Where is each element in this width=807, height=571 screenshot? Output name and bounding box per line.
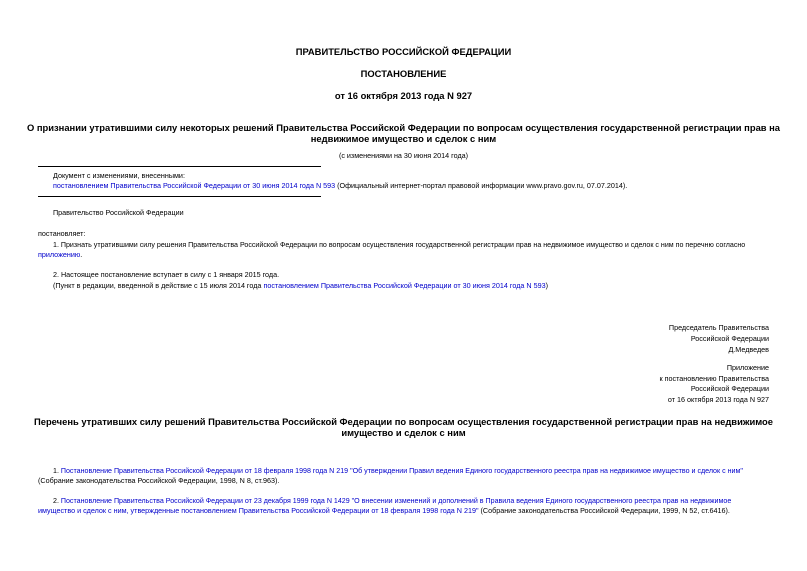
- appendix-line4: от 16 октября 2013 года N 927: [667, 395, 769, 404]
- appendix-link[interactable]: приложению: [38, 250, 81, 259]
- note-suffix: ): [545, 281, 548, 290]
- note-link[interactable]: постановлением Правительства Российской Федерации от 30 июня 2014 года N 593: [263, 281, 546, 290]
- decides: постановляет:: [38, 229, 86, 238]
- paragraph-2: 2. Настоящее постановление вступает в силу с 1 января 2015 года.: [53, 270, 280, 279]
- list-item-2-line2: [38, 506, 730, 516]
- changes-intro: Документ с изменениями, внесенными:: [53, 171, 185, 180]
- document-title-line2: недвижимое имущество и сделок с ним: [310, 133, 497, 144]
- list-item-1-number: 1.: [53, 467, 61, 475]
- signature-name: Д.Медведев: [728, 345, 769, 354]
- list-title-line2: имущество и сделок с ним: [341, 427, 466, 438]
- list-item-2-number: 2.: [53, 497, 61, 505]
- appendix-line2: к постановлению Правительства: [659, 374, 769, 383]
- note-prefix: (Пункт в редакции, введенной в действие с 15 июля 2014 года: [53, 281, 264, 290]
- list-item-2-link[interactable]: Постановление Правительства Российской Федерации от 23 декабря 1999 года N 1429 "О внесении изменений и дополнений в Правила ведения Единого государственного реестра прав на недвижимое: [60, 497, 732, 505]
- changes-line: [53, 181, 627, 191]
- list-item-1-link[interactable]: Постановление Правительства Российской Федерации от 18 февраля 1998 года N 219 "Об утверждении Правил ведения Единого государственного реестра прав на недвижимое имущество и сделок с ним": [60, 467, 743, 475]
- paragraph-1-end: .: [80, 250, 83, 259]
- paragraph-2-note: [53, 281, 548, 291]
- list-item-1-source: (Собрание законодательства Российской Федерации, 1998, N 8, ст.963).: [38, 476, 280, 485]
- document-title-line1: О признании утратившими силу некоторых решений Правительства Российской Федерации по вопросам осуществления государственной регистрации прав на: [26, 122, 781, 133]
- list-title-line1: Перечень утративших силу решений Правительства Российской Федерации по вопросам осуществления государственной регистрации прав на недвижимое: [34, 416, 773, 427]
- document-type: ПОСТАНОВЛЕНИЕ: [360, 68, 447, 79]
- list-item-2-source: (Собрание законодательства Российской Федерации, 1999, N 52, ст.6416).: [478, 506, 730, 515]
- changes-top-rule: [38, 166, 321, 167]
- amendment-link[interactable]: постановлением Правительства Российской Федерации от 30 июня 2014 года N 593: [53, 181, 336, 190]
- appendix-line1: Приложение: [726, 363, 769, 372]
- list-item-1-line1: [53, 466, 743, 476]
- issuer: Правительство Российской Федерации: [53, 208, 184, 217]
- list-item-2-line1: [53, 496, 731, 506]
- signature-line1: Председатель Правительства: [668, 323, 769, 332]
- list-item-2-link-cont[interactable]: имущество и сделок с ним, утвержденные постановлением Правительства Российской Федерации от 18 февраля 1998 года N 219": [38, 506, 479, 515]
- amendment-note: (с изменениями на 30 июня 2014 года): [338, 151, 469, 160]
- paragraph-1-line1: 1. Признать утратившими силу решения Правительства Российской Федерации по вопросам осуществления государственной регистрации прав на недвижимое имущество и сделок с ним по перечню согласно: [53, 241, 746, 249]
- signature-line2: Российской Федерации: [690, 334, 769, 343]
- paragraph-1-line2: [38, 250, 82, 260]
- document-date: от 16 октября 2013 года N 927: [334, 90, 473, 101]
- amendment-source: (Официальный интернет-портал правовой информации www.pravo.gov.ru, 07.07.2014).: [335, 181, 628, 190]
- changes-bottom-rule: [38, 196, 321, 197]
- appendix-line3: Российской Федерации: [690, 384, 769, 393]
- government-heading: ПРАВИТЕЛЬСТВО РОССИЙСКОЙ ФЕДЕРАЦИИ: [295, 46, 512, 57]
